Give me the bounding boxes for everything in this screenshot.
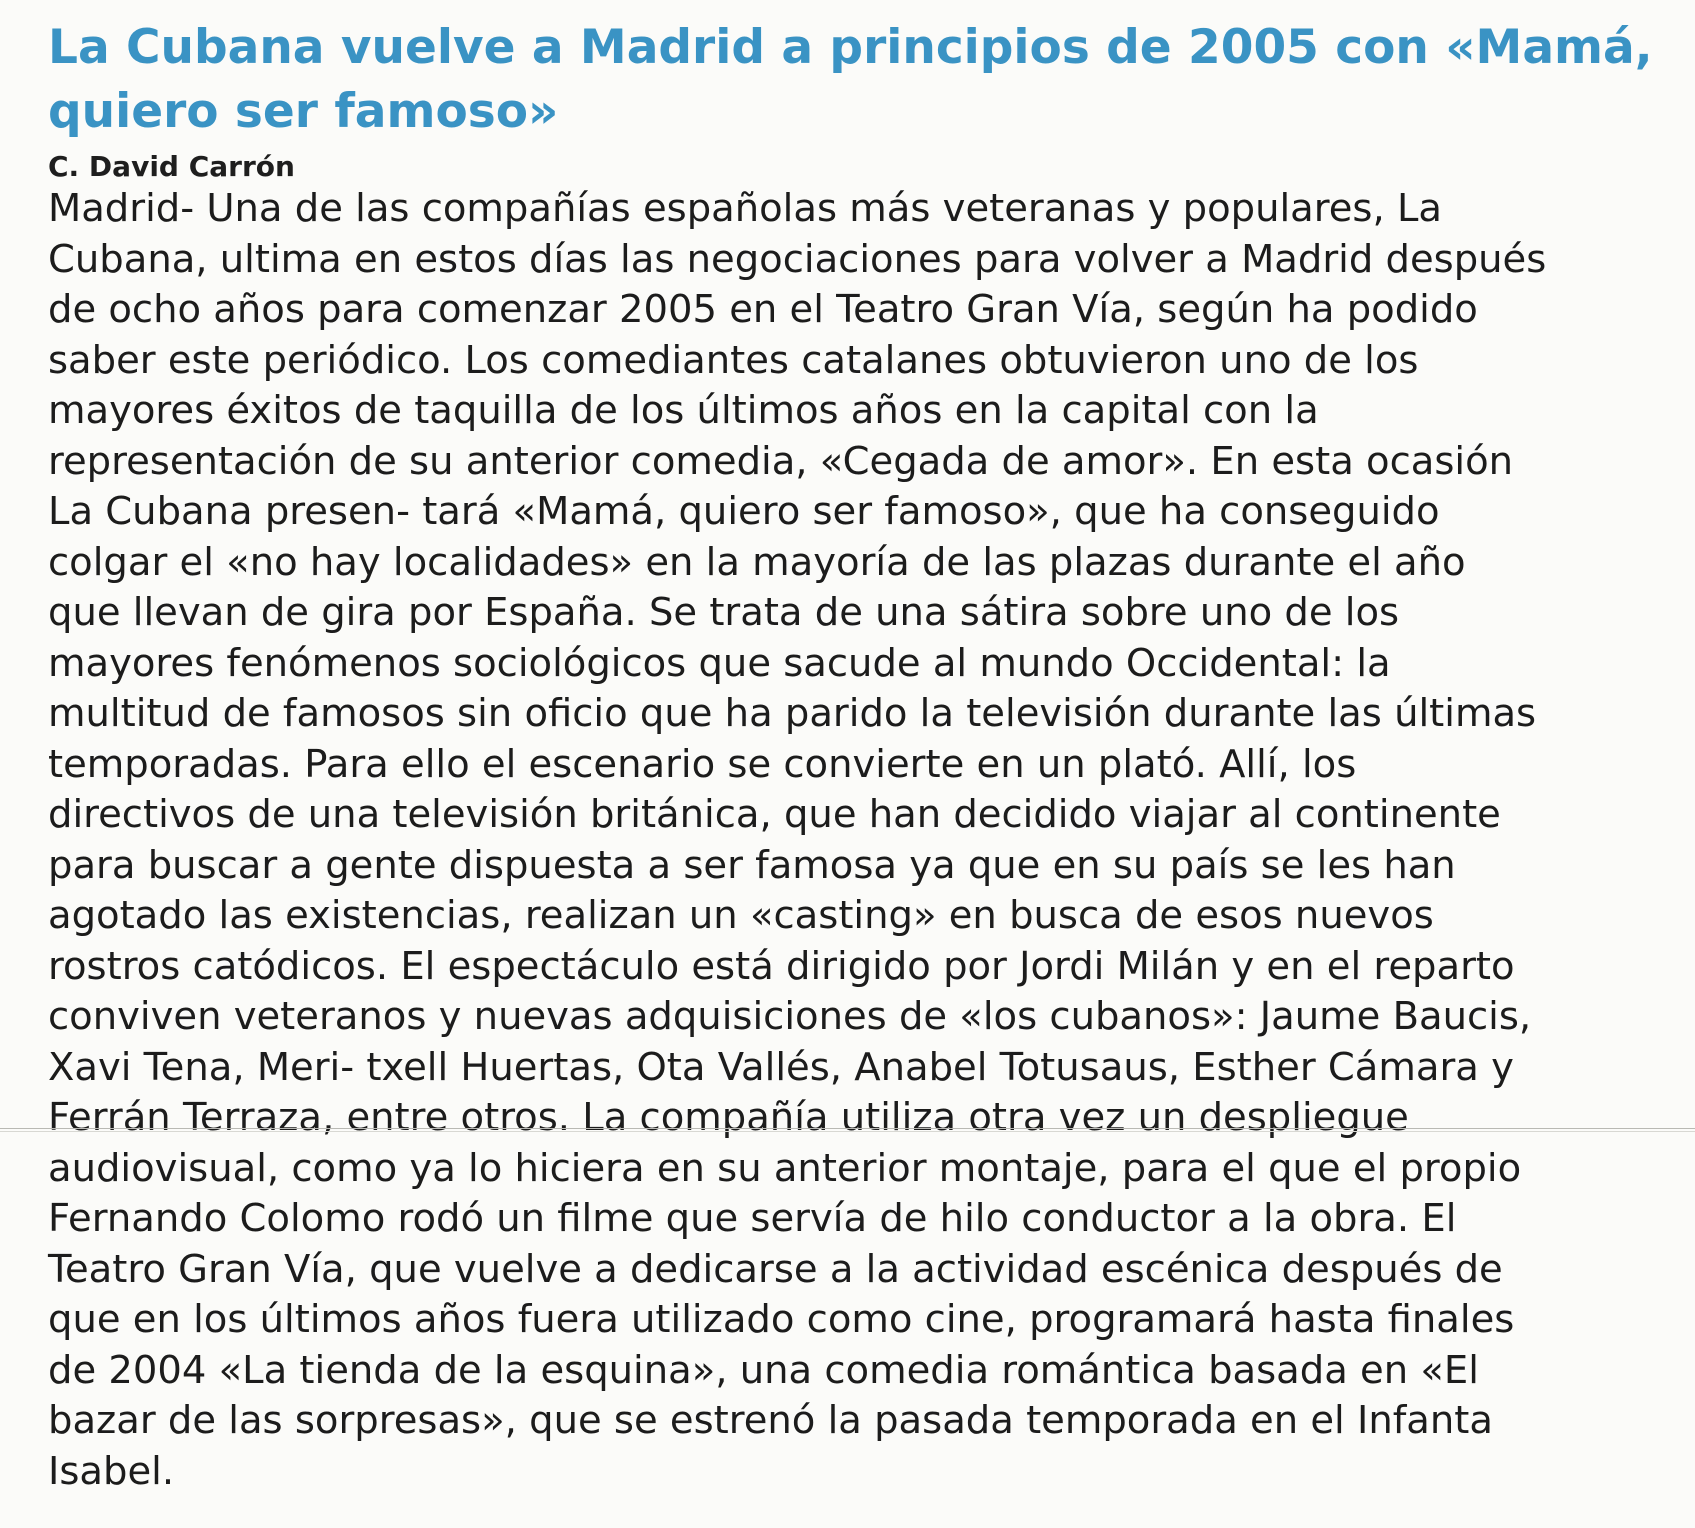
headline-line: La Cubana vuelve a Madrid a principios de 2005 con «Mamá,	[48, 20, 1653, 75]
body-line: mayores éxitos de taquilla de los últimos años en la capital con la	[48, 388, 1319, 433]
scan-fold-line	[0, 1131, 1695, 1132]
article-body	[48, 184, 1668, 1497]
body-line: Isabel.	[48, 1448, 175, 1494]
body-line: saber este periódico. Los comediantes catalanes obtuvieron uno de los	[48, 337, 1419, 383]
body-line: Ferrán Terraza, entre otros. La compañía utiliza otra vez un despliegue	[48, 1095, 1409, 1140]
body-line: para buscar a gente dispuesta a ser famosa ya que en su país se les han	[48, 842, 1456, 888]
body-line: agotado las existencias, realizan un «casting» en busca de esos nuevos	[48, 893, 1434, 938]
body-line: audiovisual, como ya lo hiciera en su anterior montaje, para el que el propio	[48, 1145, 1522, 1191]
body-line: de ocho años para comenzar 2005 en el Teatro Gran Vía, según ha podido	[48, 287, 1478, 332]
body-line: Xavi Tena, Meri- txell Huertas, Ota Vallés, Anabel Totusaus, Esther Cámara y	[48, 1044, 1514, 1090]
body-line: Cubana, ultima en estos días las negociaciones para volver a Madrid después	[48, 236, 1547, 282]
body-line: de 2004 «La tienda de la esquina», una comedia romántica basada en «El	[48, 1347, 1479, 1393]
body-line: que llevan de gira por España. Se trata de una sátira sobre uno de los	[48, 590, 1400, 635]
news-article	[48, 16, 1668, 1497]
article-byline: C. David Carrón	[48, 150, 295, 183]
headline-line: quiero ser famoso»	[48, 84, 559, 139]
body-line: temporadas. Para ello el escenario se convierte en un plató. Allí, los	[48, 741, 1357, 787]
body-line: rostros catódicos. El espectáculo está dirigido por Jordi Milán y en el reparto	[48, 943, 1515, 989]
body-line: representación de su anterior comedia, «Cegada de amor». En esta ocasión	[48, 438, 1514, 484]
body-line: mayores fenómenos sociológicos que sacude al mundo Occidental: la	[48, 640, 1391, 686]
body-line: que en los últimos años fuera utilizado como cine, programará hasta finales	[48, 1297, 1515, 1342]
article-headline	[48, 16, 1668, 144]
body-line: Madrid- Una de las compañías españolas más veteranas y populares, La	[48, 186, 1443, 231]
body-line: La Cubana presen- tará «Mamá, quiero ser famoso», que ha conseguido	[48, 489, 1440, 534]
body-line: colgar el «no hay localidades» en la mayoría de las plazas durante el año	[48, 539, 1466, 585]
body-line: bazar de las sorpresas», que se estrenó la pasada temporada en el Infanta	[48, 1398, 1493, 1443]
body-line: Fernando Colomo rodó un filme que servía de hilo conductor a la obra. El	[48, 1196, 1457, 1241]
scan-fold-line	[0, 1128, 1695, 1129]
body-line: Teatro Gran Vía, que vuelve a dedicarse a la actividad escénica después de	[48, 1246, 1503, 1292]
body-line: directivos de una televisión británica, que han decidido viajar al continente	[48, 792, 1501, 837]
body-line: multitud de famosos sin oficio que ha parido la televisión durante las últimas	[48, 691, 1537, 736]
body-line: conviven veteranos y nuevas adquisiciones de «los cubanos»: Jaume Baucis,	[48, 994, 1532, 1039]
